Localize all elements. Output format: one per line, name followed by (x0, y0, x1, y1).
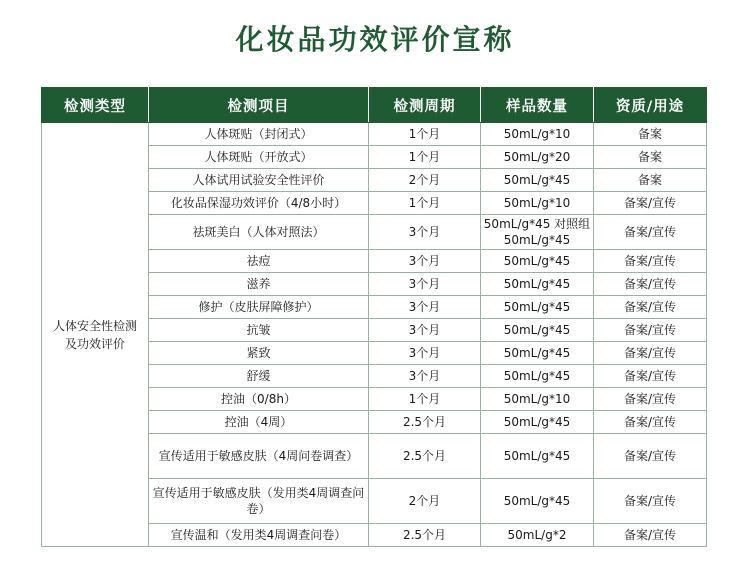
test-cycle-cell: 1个月 (369, 388, 481, 411)
table-row (42, 123, 707, 146)
test-item-cell: 舒缓 (149, 365, 369, 388)
qualification-use-cell: 备案/宣传 (594, 388, 707, 411)
test-cycle-cell: 3个月 (369, 296, 481, 319)
sample-quantity-cell: 50mL/g*45 (481, 319, 594, 342)
sample-quantity-cell: 50mL/g*45 (481, 296, 594, 319)
test-item-cell: 控油（4周） (149, 411, 369, 434)
test-cycle-cell: 1个月 (369, 123, 481, 146)
category-line: 人体安全性检测 (52, 318, 137, 333)
test-cycle-cell: 1个月 (369, 192, 481, 215)
test-cycle-cell: 3个月 (369, 319, 481, 342)
test-item-cell: 祛痘 (149, 250, 369, 273)
sample-quantity-cell: 50mL/g*10 (481, 123, 594, 146)
sample-quantity-cell: 50mL/g*45 (481, 169, 594, 192)
qualification-use-cell: 备案/宣传 (594, 215, 707, 250)
test-cycle-cell: 2.5个月 (369, 411, 481, 434)
sample-quantity-cell: 50mL/g*45 (481, 342, 594, 365)
header-sample-quantity: 样品数量 (481, 88, 594, 123)
test-item-cell: 人体斑贴（封闭式） (149, 123, 369, 146)
sample-quantity-cell: 50mL/g*45 (481, 365, 594, 388)
category-cell (42, 123, 149, 547)
header-test-type: 检测类型 (42, 88, 149, 123)
test-cycle-cell: 2个月 (369, 169, 481, 192)
header-qualification-use: 资质/用途 (594, 88, 707, 123)
qualification-use-cell: 备案/宣传 (594, 434, 707, 479)
sample-quantity-cell: 50mL/g*10 (481, 388, 594, 411)
sample-quantity-cell: 50mL/g*45 (481, 411, 594, 434)
qualification-use-cell: 备案 (594, 146, 707, 169)
sample-quantity-cell: 50mL/g*45 对照组 50mL/g*45 (481, 215, 594, 250)
qualification-use-cell: 备案 (594, 169, 707, 192)
category-line: 及功效评价 (64, 336, 125, 351)
sample-quantity-cell: 50mL/g*45 (481, 434, 594, 479)
test-item-cell: 控油（0/8h） (149, 388, 369, 411)
test-cycle-cell: 3个月 (369, 342, 481, 365)
qualification-use-cell: 备案 (594, 123, 707, 146)
qualification-use-cell: 备案/宣传 (594, 365, 707, 388)
test-cycle-cell: 2.5个月 (369, 524, 481, 547)
qualification-use-cell: 备案/宣传 (594, 319, 707, 342)
table-body (42, 123, 707, 547)
test-cycle-cell: 2个月 (369, 479, 481, 524)
sample-quantity-cell: 50mL/g*45 (481, 250, 594, 273)
efficacy-table (41, 87, 707, 547)
qualification-use-cell: 备案/宣传 (594, 296, 707, 319)
header-test-cycle: 检测周期 (369, 88, 481, 123)
test-item-cell: 人体斑贴（开放式） (149, 146, 369, 169)
test-item-cell: 宣传温和（发用类4周调查问卷） (149, 524, 369, 547)
sample-quantity-cell: 50mL/g*2 (481, 524, 594, 547)
qualification-use-cell: 备案/宣传 (594, 192, 707, 215)
test-item-cell: 滋养 (149, 273, 369, 296)
test-cycle-cell: 3个月 (369, 250, 481, 273)
qualification-use-cell: 备案/宣传 (594, 273, 707, 296)
qualification-use-cell: 备案/宣传 (594, 342, 707, 365)
test-item-cell: 人体试用试验安全性评价 (149, 169, 369, 192)
test-item-cell: 祛斑美白（人体对照法） (149, 215, 369, 250)
table-header-row (42, 88, 707, 123)
page-title: 化妆品功效评价宣称 (235, 23, 515, 56)
qualification-use-cell: 备案/宣传 (594, 411, 707, 434)
qualification-use-cell: 备案/宣传 (594, 479, 707, 524)
test-cycle-cell: 3个月 (369, 215, 481, 250)
test-cycle-cell: 3个月 (369, 273, 481, 296)
test-item-cell: 修护（皮肤屏障修护） (149, 296, 369, 319)
sample-quantity-cell: 50mL/g*20 (481, 146, 594, 169)
test-cycle-cell: 2.5个月 (369, 434, 481, 479)
test-item-cell: 宣传适用于敏感皮肤（发用类4周调查问卷） (149, 479, 369, 524)
test-cycle-cell: 3个月 (369, 365, 481, 388)
sample-quantity-cell: 50mL/g*10 (481, 192, 594, 215)
test-cycle-cell: 1个月 (369, 146, 481, 169)
test-item-cell: 宣传适用于敏感皮肤（4周问卷调查） (149, 434, 369, 479)
qualification-use-cell: 备案/宣传 (594, 250, 707, 273)
header-test-item: 检测项目 (149, 88, 369, 123)
test-item-cell: 紧致 (149, 342, 369, 365)
sample-quantity-cell: 50mL/g*45 (481, 273, 594, 296)
qualification-use-cell: 备案/宣传 (594, 524, 707, 547)
test-item-cell: 抗皱 (149, 319, 369, 342)
sample-quantity-cell: 50mL/g*45 (481, 479, 594, 524)
test-item-cell: 化妆品保湿功效评价（4/8小时） (149, 192, 369, 215)
